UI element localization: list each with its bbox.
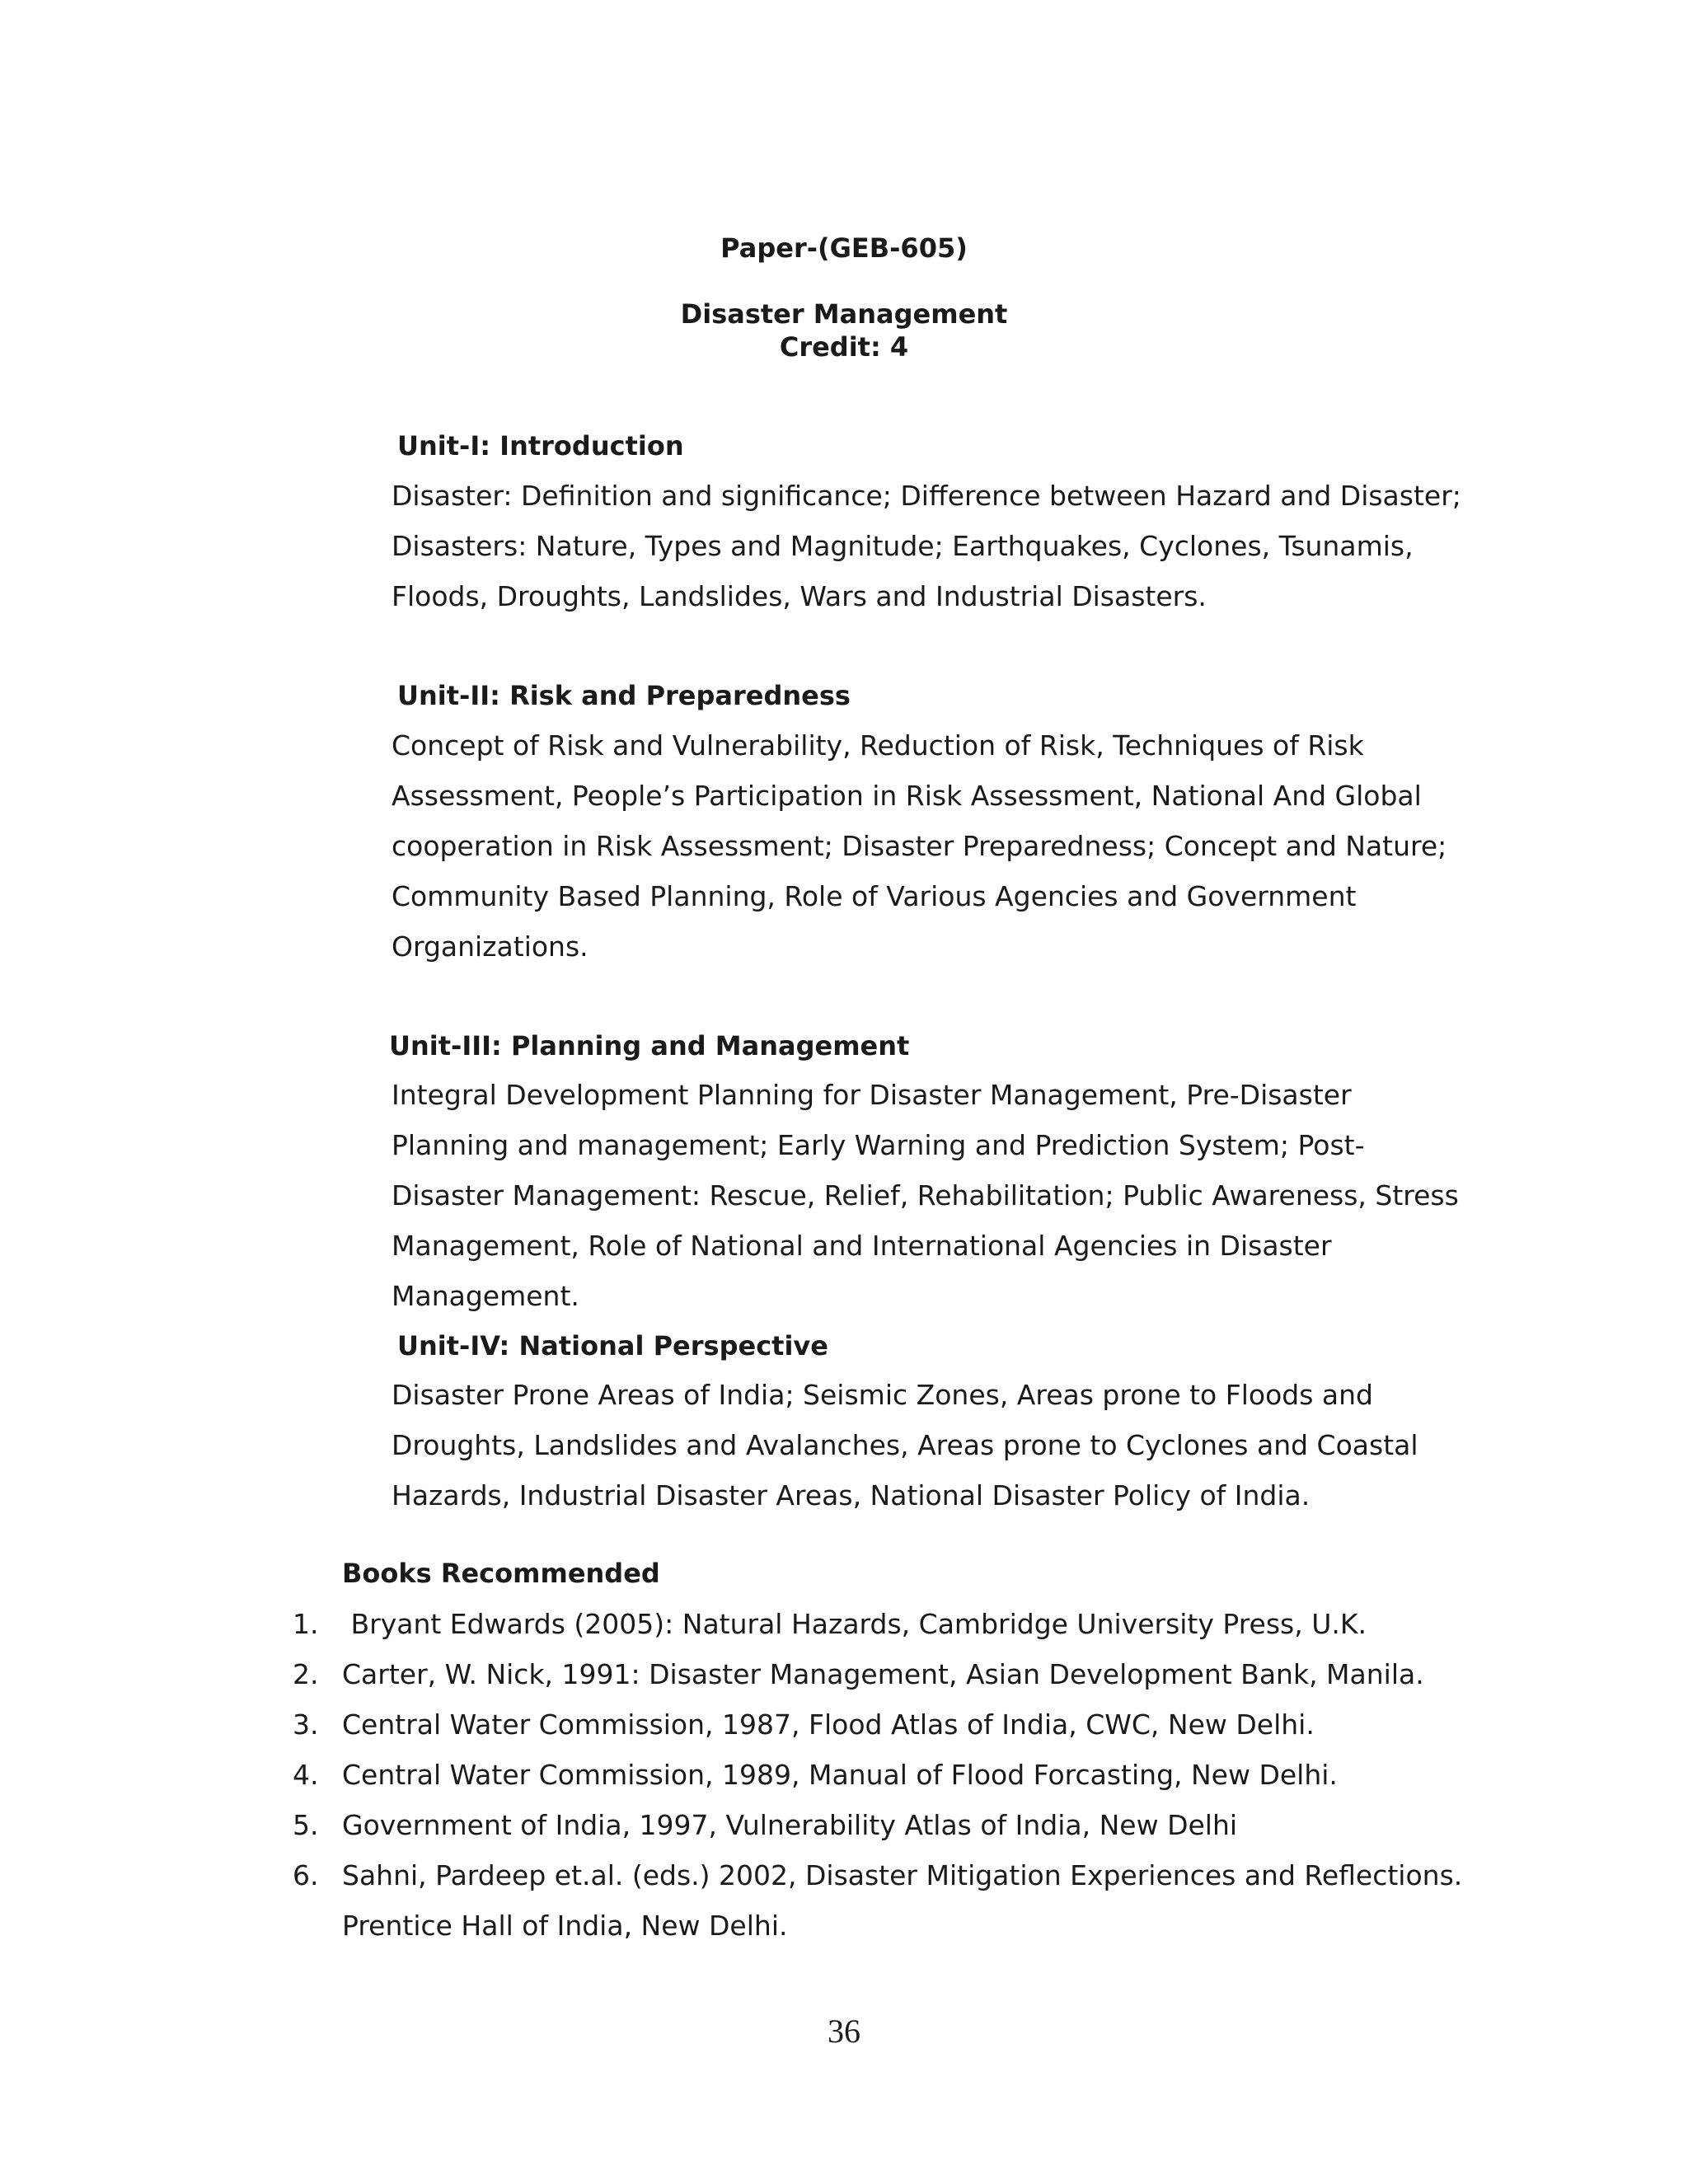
unit-1-line: Disasters: Nature, Types and Magnitude; Earthquakes, Cyclones, Tsunamis, — [392, 530, 1414, 562]
unit-3-line: Disaster Management: Rescue, Relief, Rehabilitation; Public Awareness, Stress — [392, 1179, 1459, 1212]
unit-1-line: Disaster: Definition and significance; Difference between Hazard and Disaster; — [392, 480, 1461, 512]
book-item — [293, 1699, 1447, 1750]
book-line: Prentice Hall of India, New Delhi. — [342, 1910, 788, 1942]
paper-code: Paper-(GEB-605) — [720, 232, 968, 264]
books-heading: Books Recommended — [342, 1558, 660, 1589]
book-item — [293, 1649, 1447, 1699]
unit-3-line: Management, Role of National and International Agencies in Disaster — [392, 1230, 1332, 1262]
credit-label: Credit: 4 — [779, 331, 909, 363]
book-number: 6. — [293, 1859, 319, 1891]
book-item — [293, 1800, 1447, 1850]
unit-4-line: Disaster Prone Areas of India; Seismic Zones, Areas prone to Floods and — [392, 1379, 1373, 1411]
book-number: 2. — [293, 1658, 319, 1690]
unit-4-line: Hazards, Industrial Disaster Areas, National Disaster Policy of India. — [392, 1479, 1311, 1511]
book-item — [293, 1850, 1463, 1951]
paper-title: Disaster Management — [680, 298, 1008, 330]
unit-4-body — [392, 1370, 1447, 1521]
books-list — [293, 1599, 1463, 1951]
book-number: 1. — [293, 1608, 319, 1640]
unit-2-line: Community Based Planning, Role of Various Agencies and Government — [392, 880, 1357, 912]
unit-2-body — [392, 720, 1447, 972]
page-number: 36 — [828, 2013, 860, 2050]
unit-3-line: Planning and management; Early Warning and Prediction System; Post- — [392, 1129, 1365, 1161]
unit-1-line: Floods, Droughts, Landslides, Wars and Industrial Disasters. — [392, 580, 1207, 612]
unit-2-line: cooperation in Risk Assessment; Disaster Preparedness; Concept and Nature; — [392, 830, 1447, 862]
book-line: Sahni, Pardeep et.al. (eds.) 2002, Disaster Mitigation Experiences and Reflections. — [342, 1859, 1463, 1891]
unit-4-line: Droughts, Landslides and Avalanches, Areas prone to Cyclones and Coastal — [392, 1429, 1418, 1461]
unit-3-line: Management. — [392, 1280, 579, 1312]
book-line: Central Water Commission, 1989, Manual of Flood Forcasting, New Delhi. — [342, 1759, 1338, 1791]
book-number: 5. — [293, 1809, 319, 1841]
unit-3-body — [392, 1070, 1459, 1321]
unit-3-line: Integral Development Planning for Disaster Management, Pre-Disaster — [392, 1079, 1352, 1111]
unit-1-heading: Unit-I: Introduction — [397, 430, 684, 462]
book-line: Carter, W. Nick, 1991: Disaster Management, Asian Development Bank, Manila. — [342, 1658, 1424, 1690]
book-number: 3. — [293, 1708, 319, 1741]
unit-3-heading: Unit-III: Planning and Management — [389, 1030, 910, 1062]
book-line: Central Water Commission, 1987, Flood Atlas of India, CWC, New Delhi. — [342, 1708, 1315, 1741]
unit-2-line: Assessment, People’s Participation in Risk Assessment, National And Global — [392, 780, 1422, 812]
unit-2-line: Organizations. — [392, 930, 588, 963]
book-line: Government of India, 1997, Vulnerability Atlas of India, New Delhi — [342, 1809, 1238, 1841]
unit-2-heading: Unit-II: Risk and Preparedness — [397, 680, 851, 711]
book-number: 4. — [293, 1759, 319, 1791]
book-line: Bryant Edwards (2005): Natural Hazards, Cambridge University Press, U.K. — [342, 1608, 1367, 1640]
book-item — [293, 1750, 1447, 1800]
unit-2-line: Concept of Risk and Vulnerability, Reduction of Risk, Techniques of Risk — [392, 729, 1364, 762]
book-item — [293, 1599, 1447, 1649]
unit-4-heading: Unit-IV: National Perspective — [397, 1330, 828, 1361]
unit-1-body — [392, 471, 1461, 621]
